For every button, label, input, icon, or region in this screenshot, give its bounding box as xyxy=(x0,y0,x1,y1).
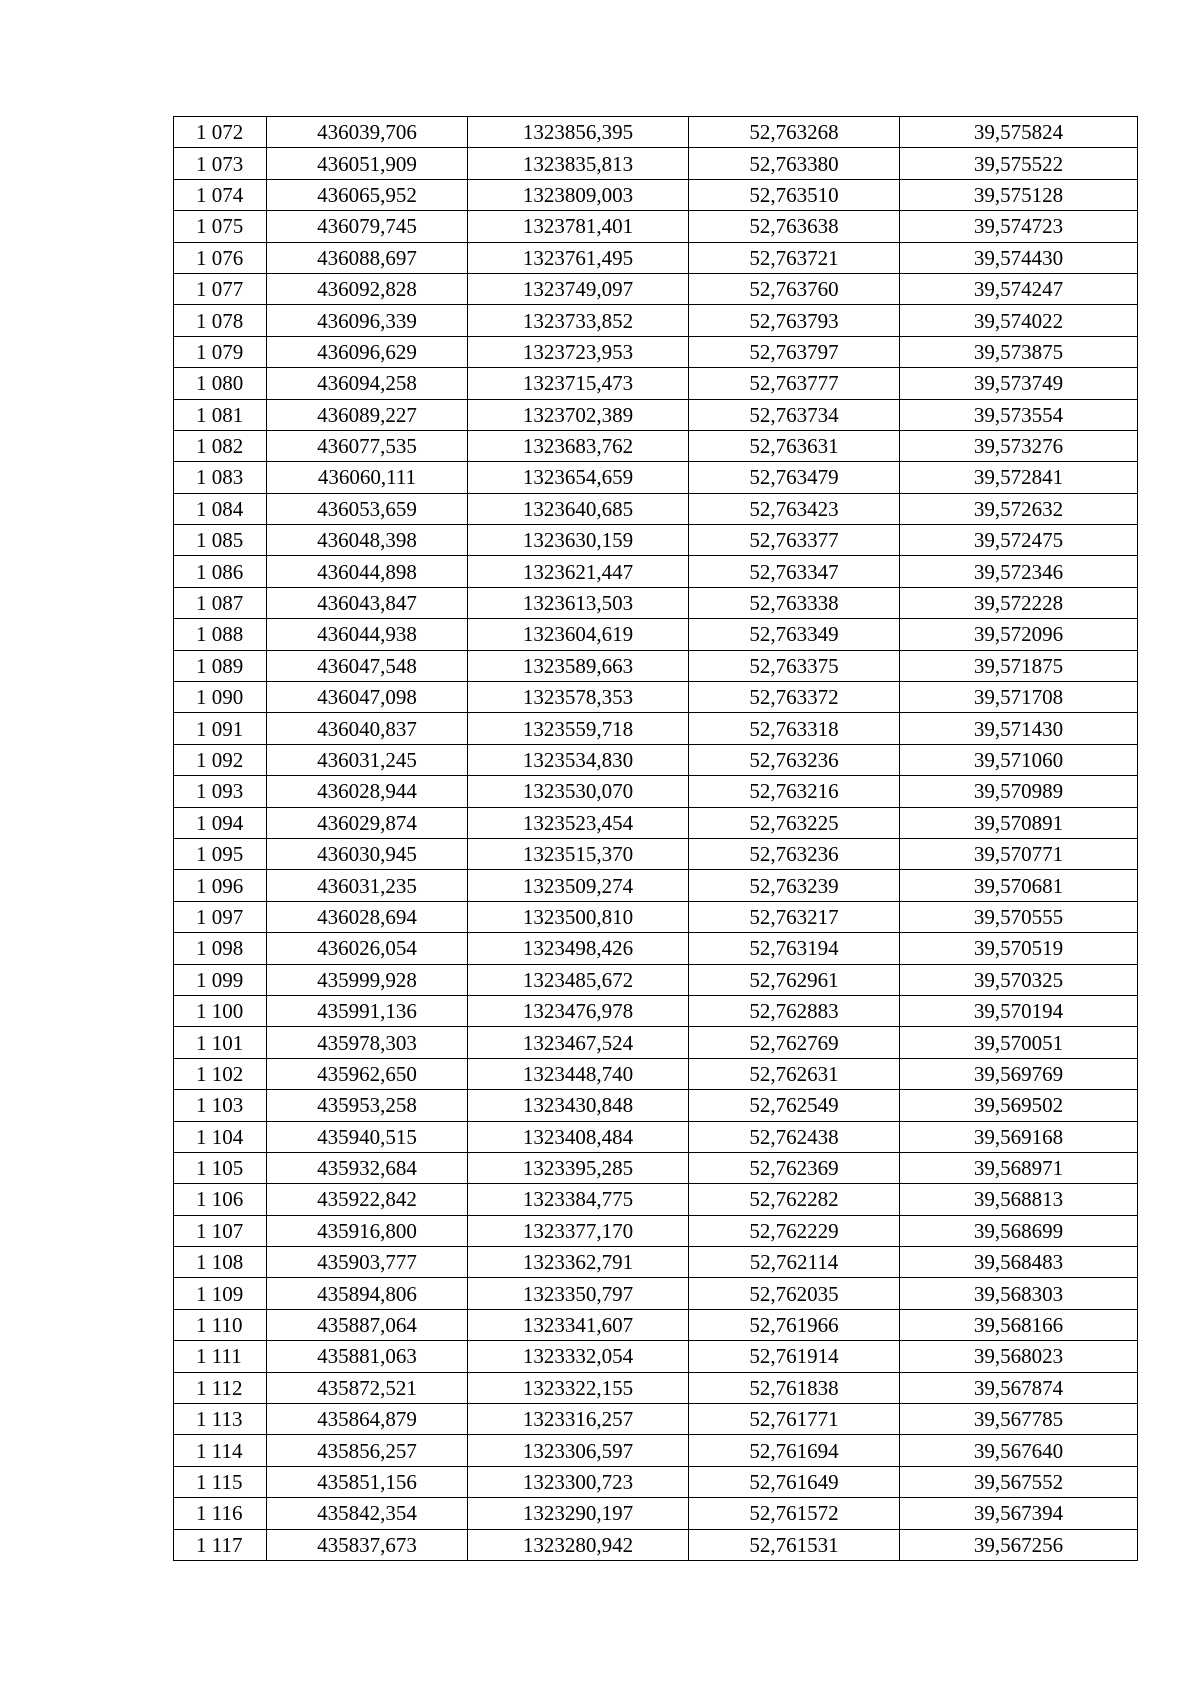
longitude-cell: 39,573554 xyxy=(900,399,1138,430)
table-row xyxy=(174,1372,1138,1403)
table-row xyxy=(174,901,1138,932)
point-number-cell: 1 096 xyxy=(174,870,267,901)
x-coordinate-cell: 436089,227 xyxy=(267,399,468,430)
y-coordinate-cell: 1323613,503 xyxy=(468,587,689,618)
x-coordinate-cell: 436094,258 xyxy=(267,368,468,399)
longitude-cell: 39,574723 xyxy=(900,211,1138,242)
point-number-cell: 1 091 xyxy=(174,713,267,744)
point-number-cell: 1 082 xyxy=(174,430,267,461)
table-row xyxy=(174,1309,1138,1340)
latitude-cell: 52,763236 xyxy=(689,838,900,869)
x-coordinate-cell: 435856,257 xyxy=(267,1435,468,1466)
table-row xyxy=(174,1058,1138,1089)
latitude-cell: 52,761771 xyxy=(689,1404,900,1435)
table-row xyxy=(174,273,1138,304)
y-coordinate-cell: 1323280,942 xyxy=(468,1529,689,1560)
x-coordinate-cell: 435999,928 xyxy=(267,964,468,995)
point-number-cell: 1 083 xyxy=(174,462,267,493)
y-coordinate-cell: 1323835,813 xyxy=(468,148,689,179)
latitude-cell: 52,763721 xyxy=(689,242,900,273)
latitude-cell: 52,763318 xyxy=(689,713,900,744)
latitude-cell: 52,762369 xyxy=(689,1152,900,1183)
x-coordinate-cell: 436031,245 xyxy=(267,744,468,775)
y-coordinate-cell: 1323408,484 xyxy=(468,1121,689,1152)
x-coordinate-cell: 435887,064 xyxy=(267,1309,468,1340)
longitude-cell: 39,574430 xyxy=(900,242,1138,273)
x-coordinate-cell: 435916,800 xyxy=(267,1215,468,1246)
longitude-cell: 39,567640 xyxy=(900,1435,1138,1466)
x-coordinate-cell: 436047,098 xyxy=(267,682,468,713)
table-row xyxy=(174,650,1138,681)
longitude-cell: 39,570771 xyxy=(900,838,1138,869)
point-number-cell: 1 102 xyxy=(174,1058,267,1089)
y-coordinate-cell: 1323515,370 xyxy=(468,838,689,869)
x-coordinate-cell: 436096,629 xyxy=(267,336,468,367)
point-number-cell: 1 084 xyxy=(174,493,267,524)
latitude-cell: 52,763797 xyxy=(689,336,900,367)
latitude-cell: 52,762114 xyxy=(689,1247,900,1278)
x-coordinate-cell: 435894,806 xyxy=(267,1278,468,1309)
point-number-cell: 1 114 xyxy=(174,1435,267,1466)
x-coordinate-cell: 436029,874 xyxy=(267,807,468,838)
table-row xyxy=(174,1278,1138,1309)
latitude-cell: 52,761649 xyxy=(689,1466,900,1497)
table-row xyxy=(174,399,1138,430)
point-number-cell: 1 099 xyxy=(174,964,267,995)
y-coordinate-cell: 1323448,740 xyxy=(468,1058,689,1089)
x-coordinate-cell: 436060,111 xyxy=(267,462,468,493)
longitude-cell: 39,570519 xyxy=(900,933,1138,964)
x-coordinate-cell: 436048,398 xyxy=(267,525,468,556)
latitude-cell: 52,762961 xyxy=(689,964,900,995)
y-coordinate-cell: 1323485,672 xyxy=(468,964,689,995)
point-number-cell: 1 100 xyxy=(174,995,267,1026)
table-row xyxy=(174,807,1138,838)
x-coordinate-cell: 436028,944 xyxy=(267,776,468,807)
table-row xyxy=(174,1027,1138,1058)
longitude-cell: 39,568023 xyxy=(900,1341,1138,1372)
x-coordinate-cell: 435922,842 xyxy=(267,1184,468,1215)
longitude-cell: 39,570325 xyxy=(900,964,1138,995)
point-number-cell: 1 075 xyxy=(174,211,267,242)
y-coordinate-cell: 1323362,791 xyxy=(468,1247,689,1278)
longitude-cell: 39,573749 xyxy=(900,368,1138,399)
x-coordinate-cell: 435842,354 xyxy=(267,1498,468,1529)
table-row xyxy=(174,1215,1138,1246)
point-number-cell: 1 081 xyxy=(174,399,267,430)
longitude-cell: 39,570989 xyxy=(900,776,1138,807)
point-number-cell: 1 094 xyxy=(174,807,267,838)
y-coordinate-cell: 1323430,848 xyxy=(468,1090,689,1121)
table-row xyxy=(174,870,1138,901)
longitude-cell: 39,569168 xyxy=(900,1121,1138,1152)
point-number-cell: 1 086 xyxy=(174,556,267,587)
x-coordinate-cell: 435872,521 xyxy=(267,1372,468,1403)
latitude-cell: 52,763734 xyxy=(689,399,900,430)
table-row xyxy=(174,1247,1138,1278)
latitude-cell: 52,763777 xyxy=(689,368,900,399)
point-number-cell: 1 110 xyxy=(174,1309,267,1340)
y-coordinate-cell: 1323377,170 xyxy=(468,1215,689,1246)
y-coordinate-cell: 1323749,097 xyxy=(468,273,689,304)
point-number-cell: 1 098 xyxy=(174,933,267,964)
y-coordinate-cell: 1323306,597 xyxy=(468,1435,689,1466)
point-number-cell: 1 089 xyxy=(174,650,267,681)
x-coordinate-cell: 436044,938 xyxy=(267,619,468,650)
longitude-cell: 39,569769 xyxy=(900,1058,1138,1089)
table-row xyxy=(174,1090,1138,1121)
x-coordinate-cell: 436096,339 xyxy=(267,305,468,336)
table-row xyxy=(174,211,1138,242)
latitude-cell: 52,763225 xyxy=(689,807,900,838)
latitude-cell: 52,763631 xyxy=(689,430,900,461)
table-row xyxy=(174,1498,1138,1529)
latitude-cell: 52,763236 xyxy=(689,744,900,775)
table-row xyxy=(174,1121,1138,1152)
latitude-cell: 52,761531 xyxy=(689,1529,900,1560)
x-coordinate-cell: 436047,548 xyxy=(267,650,468,681)
latitude-cell: 52,763423 xyxy=(689,493,900,524)
y-coordinate-cell: 1323350,797 xyxy=(468,1278,689,1309)
latitude-cell: 52,763268 xyxy=(689,117,900,148)
longitude-cell: 39,572841 xyxy=(900,462,1138,493)
y-coordinate-cell: 1323630,159 xyxy=(468,525,689,556)
latitude-cell: 52,763216 xyxy=(689,776,900,807)
longitude-cell: 39,573276 xyxy=(900,430,1138,461)
y-coordinate-cell: 1323467,524 xyxy=(468,1027,689,1058)
longitude-cell: 39,570681 xyxy=(900,870,1138,901)
y-coordinate-cell: 1323290,197 xyxy=(468,1498,689,1529)
coordinates-table-body xyxy=(174,117,1138,1561)
point-number-cell: 1 093 xyxy=(174,776,267,807)
y-coordinate-cell: 1323702,389 xyxy=(468,399,689,430)
latitude-cell: 52,761914 xyxy=(689,1341,900,1372)
x-coordinate-cell: 436043,847 xyxy=(267,587,468,618)
longitude-cell: 39,570051 xyxy=(900,1027,1138,1058)
x-coordinate-cell: 436026,054 xyxy=(267,933,468,964)
table-row xyxy=(174,462,1138,493)
longitude-cell: 39,575128 xyxy=(900,179,1138,210)
y-coordinate-cell: 1323723,953 xyxy=(468,336,689,367)
latitude-cell: 52,761966 xyxy=(689,1309,900,1340)
table-row xyxy=(174,964,1138,995)
point-number-cell: 1 077 xyxy=(174,273,267,304)
x-coordinate-cell: 436079,745 xyxy=(267,211,468,242)
x-coordinate-cell: 436031,235 xyxy=(267,870,468,901)
table-row xyxy=(174,682,1138,713)
latitude-cell: 52,763347 xyxy=(689,556,900,587)
longitude-cell: 39,567256 xyxy=(900,1529,1138,1560)
y-coordinate-cell: 1323621,447 xyxy=(468,556,689,587)
latitude-cell: 52,762631 xyxy=(689,1058,900,1089)
x-coordinate-cell: 436092,828 xyxy=(267,273,468,304)
y-coordinate-cell: 1323341,607 xyxy=(468,1309,689,1340)
longitude-cell: 39,568971 xyxy=(900,1152,1138,1183)
y-coordinate-cell: 1323509,274 xyxy=(468,870,689,901)
y-coordinate-cell: 1323322,155 xyxy=(468,1372,689,1403)
x-coordinate-cell: 436051,909 xyxy=(267,148,468,179)
table-row xyxy=(174,713,1138,744)
y-coordinate-cell: 1323316,257 xyxy=(468,1404,689,1435)
point-number-cell: 1 111 xyxy=(174,1341,267,1372)
latitude-cell: 52,762769 xyxy=(689,1027,900,1058)
x-coordinate-cell: 435881,063 xyxy=(267,1341,468,1372)
table-row xyxy=(174,305,1138,336)
point-number-cell: 1 108 xyxy=(174,1247,267,1278)
x-coordinate-cell: 435962,650 xyxy=(267,1058,468,1089)
table-row xyxy=(174,619,1138,650)
latitude-cell: 52,763760 xyxy=(689,273,900,304)
longitude-cell: 39,568166 xyxy=(900,1309,1138,1340)
point-number-cell: 1 106 xyxy=(174,1184,267,1215)
latitude-cell: 52,763239 xyxy=(689,870,900,901)
longitude-cell: 39,568813 xyxy=(900,1184,1138,1215)
latitude-cell: 52,763349 xyxy=(689,619,900,650)
longitude-cell: 39,567785 xyxy=(900,1404,1138,1435)
table-row xyxy=(174,1404,1138,1435)
table-row xyxy=(174,1529,1138,1560)
table-row xyxy=(174,1152,1138,1183)
longitude-cell: 39,569502 xyxy=(900,1090,1138,1121)
table-row xyxy=(174,1184,1138,1215)
latitude-cell: 52,762035 xyxy=(689,1278,900,1309)
table-row xyxy=(174,933,1138,964)
longitude-cell: 39,572475 xyxy=(900,525,1138,556)
point-number-cell: 1 109 xyxy=(174,1278,267,1309)
table-row xyxy=(174,995,1138,1026)
latitude-cell: 52,763479 xyxy=(689,462,900,493)
y-coordinate-cell: 1323856,395 xyxy=(468,117,689,148)
point-number-cell: 1 080 xyxy=(174,368,267,399)
point-number-cell: 1 101 xyxy=(174,1027,267,1058)
x-coordinate-cell: 435851,156 xyxy=(267,1466,468,1497)
longitude-cell: 39,573875 xyxy=(900,336,1138,367)
y-coordinate-cell: 1323559,718 xyxy=(468,713,689,744)
y-coordinate-cell: 1323640,685 xyxy=(468,493,689,524)
x-coordinate-cell: 436028,694 xyxy=(267,901,468,932)
y-coordinate-cell: 1323300,723 xyxy=(468,1466,689,1497)
table-row xyxy=(174,1435,1138,1466)
table-row xyxy=(174,1341,1138,1372)
longitude-cell: 39,575522 xyxy=(900,148,1138,179)
y-coordinate-cell: 1323476,978 xyxy=(468,995,689,1026)
longitude-cell: 39,567552 xyxy=(900,1466,1138,1497)
longitude-cell: 39,572228 xyxy=(900,587,1138,618)
latitude-cell: 52,761694 xyxy=(689,1435,900,1466)
point-number-cell: 1 105 xyxy=(174,1152,267,1183)
latitude-cell: 52,763194 xyxy=(689,933,900,964)
longitude-cell: 39,570194 xyxy=(900,995,1138,1026)
x-coordinate-cell: 435978,303 xyxy=(267,1027,468,1058)
latitude-cell: 52,763510 xyxy=(689,179,900,210)
point-number-cell: 1 104 xyxy=(174,1121,267,1152)
point-number-cell: 1 107 xyxy=(174,1215,267,1246)
y-coordinate-cell: 1323733,852 xyxy=(468,305,689,336)
point-number-cell: 1 087 xyxy=(174,587,267,618)
x-coordinate-cell: 436077,535 xyxy=(267,430,468,461)
y-coordinate-cell: 1323534,830 xyxy=(468,744,689,775)
longitude-cell: 39,575824 xyxy=(900,117,1138,148)
table-row xyxy=(174,242,1138,273)
longitude-cell: 39,571430 xyxy=(900,713,1138,744)
x-coordinate-cell: 436040,837 xyxy=(267,713,468,744)
x-coordinate-cell: 435932,684 xyxy=(267,1152,468,1183)
table-row xyxy=(174,117,1138,148)
longitude-cell: 39,574022 xyxy=(900,305,1138,336)
longitude-cell: 39,572346 xyxy=(900,556,1138,587)
x-coordinate-cell: 436053,659 xyxy=(267,493,468,524)
x-coordinate-cell: 435903,777 xyxy=(267,1247,468,1278)
y-coordinate-cell: 1323523,454 xyxy=(468,807,689,838)
table-row xyxy=(174,148,1138,179)
point-number-cell: 1 113 xyxy=(174,1404,267,1435)
y-coordinate-cell: 1323498,426 xyxy=(468,933,689,964)
point-number-cell: 1 074 xyxy=(174,179,267,210)
longitude-cell: 39,570555 xyxy=(900,901,1138,932)
y-coordinate-cell: 1323500,810 xyxy=(468,901,689,932)
x-coordinate-cell: 436065,952 xyxy=(267,179,468,210)
latitude-cell: 52,763338 xyxy=(689,587,900,618)
longitude-cell: 39,571060 xyxy=(900,744,1138,775)
y-coordinate-cell: 1323781,401 xyxy=(468,211,689,242)
table-row xyxy=(174,556,1138,587)
point-number-cell: 1 090 xyxy=(174,682,267,713)
longitude-cell: 39,571708 xyxy=(900,682,1138,713)
y-coordinate-cell: 1323683,762 xyxy=(468,430,689,461)
point-number-cell: 1 115 xyxy=(174,1466,267,1497)
table-row xyxy=(174,1466,1138,1497)
y-coordinate-cell: 1323395,285 xyxy=(468,1152,689,1183)
y-coordinate-cell: 1323654,659 xyxy=(468,462,689,493)
latitude-cell: 52,763372 xyxy=(689,682,900,713)
point-number-cell: 1 085 xyxy=(174,525,267,556)
latitude-cell: 52,763377 xyxy=(689,525,900,556)
y-coordinate-cell: 1323715,473 xyxy=(468,368,689,399)
y-coordinate-cell: 1323761,495 xyxy=(468,242,689,273)
table-row xyxy=(174,587,1138,618)
latitude-cell: 52,763793 xyxy=(689,305,900,336)
longitude-cell: 39,572096 xyxy=(900,619,1138,650)
table-row xyxy=(174,776,1138,807)
x-coordinate-cell: 435864,879 xyxy=(267,1404,468,1435)
x-coordinate-cell: 436039,706 xyxy=(267,117,468,148)
longitude-cell: 39,568303 xyxy=(900,1278,1138,1309)
longitude-cell: 39,570891 xyxy=(900,807,1138,838)
latitude-cell: 52,762229 xyxy=(689,1215,900,1246)
longitude-cell: 39,567394 xyxy=(900,1498,1138,1529)
longitude-cell: 39,571875 xyxy=(900,650,1138,681)
table-row xyxy=(174,430,1138,461)
longitude-cell: 39,567874 xyxy=(900,1372,1138,1403)
y-coordinate-cell: 1323809,003 xyxy=(468,179,689,210)
table-row xyxy=(174,744,1138,775)
point-number-cell: 1 095 xyxy=(174,838,267,869)
y-coordinate-cell: 1323589,663 xyxy=(468,650,689,681)
y-coordinate-cell: 1323332,054 xyxy=(468,1341,689,1372)
coordinates-table xyxy=(173,116,1138,1561)
latitude-cell: 52,762282 xyxy=(689,1184,900,1215)
point-number-cell: 1 112 xyxy=(174,1372,267,1403)
x-coordinate-cell: 436044,898 xyxy=(267,556,468,587)
longitude-cell: 39,568483 xyxy=(900,1247,1138,1278)
point-number-cell: 1 078 xyxy=(174,305,267,336)
point-number-cell: 1 079 xyxy=(174,336,267,367)
latitude-cell: 52,762549 xyxy=(689,1090,900,1121)
point-number-cell: 1 076 xyxy=(174,242,267,273)
latitude-cell: 52,763638 xyxy=(689,211,900,242)
longitude-cell: 39,568699 xyxy=(900,1215,1138,1246)
longitude-cell: 39,572632 xyxy=(900,493,1138,524)
point-number-cell: 1 117 xyxy=(174,1529,267,1560)
point-number-cell: 1 072 xyxy=(174,117,267,148)
x-coordinate-cell: 435940,515 xyxy=(267,1121,468,1152)
latitude-cell: 52,763375 xyxy=(689,650,900,681)
latitude-cell: 52,763217 xyxy=(689,901,900,932)
table-row xyxy=(174,493,1138,524)
point-number-cell: 1 092 xyxy=(174,744,267,775)
y-coordinate-cell: 1323530,070 xyxy=(468,776,689,807)
point-number-cell: 1 103 xyxy=(174,1090,267,1121)
x-coordinate-cell: 436030,945 xyxy=(267,838,468,869)
table-row xyxy=(174,525,1138,556)
x-coordinate-cell: 435837,673 xyxy=(267,1529,468,1560)
longitude-cell: 39,574247 xyxy=(900,273,1138,304)
latitude-cell: 52,762883 xyxy=(689,995,900,1026)
latitude-cell: 52,761572 xyxy=(689,1498,900,1529)
latitude-cell: 52,763380 xyxy=(689,148,900,179)
x-coordinate-cell: 436088,697 xyxy=(267,242,468,273)
y-coordinate-cell: 1323604,619 xyxy=(468,619,689,650)
table-row xyxy=(174,179,1138,210)
x-coordinate-cell: 435991,136 xyxy=(267,995,468,1026)
point-number-cell: 1 073 xyxy=(174,148,267,179)
point-number-cell: 1 097 xyxy=(174,901,267,932)
latitude-cell: 52,762438 xyxy=(689,1121,900,1152)
y-coordinate-cell: 1323384,775 xyxy=(468,1184,689,1215)
point-number-cell: 1 088 xyxy=(174,619,267,650)
table-row xyxy=(174,838,1138,869)
point-number-cell: 1 116 xyxy=(174,1498,267,1529)
table-row xyxy=(174,336,1138,367)
x-coordinate-cell: 435953,258 xyxy=(267,1090,468,1121)
table-row xyxy=(174,368,1138,399)
y-coordinate-cell: 1323578,353 xyxy=(468,682,689,713)
latitude-cell: 52,761838 xyxy=(689,1372,900,1403)
